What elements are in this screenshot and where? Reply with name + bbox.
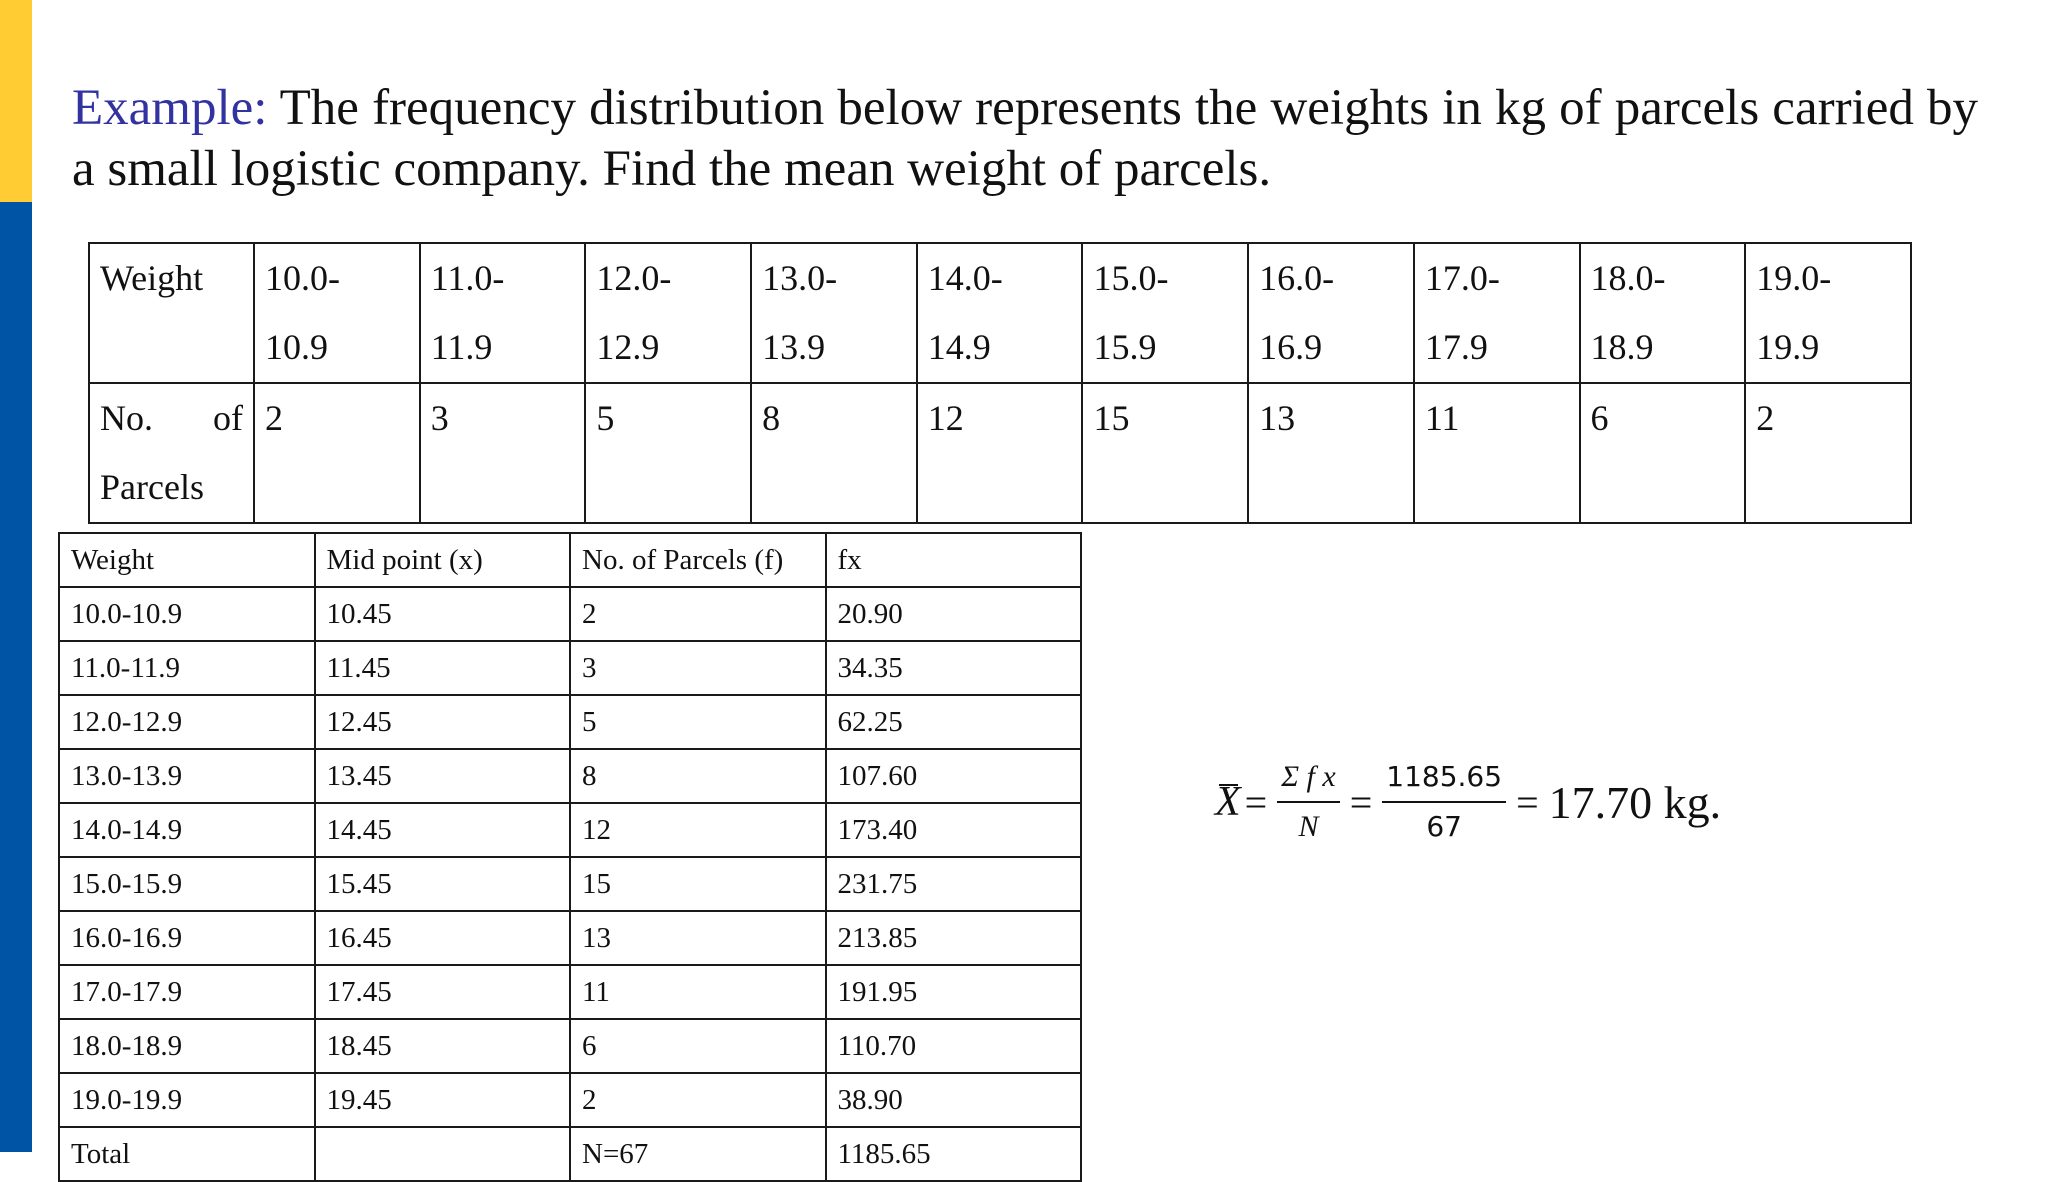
parcels-cell: 5 <box>585 383 751 523</box>
calc-cell: 13 <box>570 911 826 965</box>
parcels-cell: 15 <box>1082 383 1248 523</box>
parcels-cell: 3 <box>420 383 586 523</box>
calc-cell: 1185.65 <box>826 1127 1082 1181</box>
calc-cell: 62.25 <box>826 695 1082 749</box>
calc-row <box>59 641 1081 695</box>
calc-cell: 173.40 <box>826 803 1082 857</box>
value-fraction <box>1382 757 1506 847</box>
calc-cell: 14.45 <box>315 803 571 857</box>
weight-cell: 19.0- 19.9 <box>1745 243 1911 383</box>
mean-formula <box>1215 752 1721 852</box>
calc-cell: 16.0-16.9 <box>59 911 315 965</box>
parcels-cell: 13 <box>1248 383 1414 523</box>
calc-cell: 13.45 <box>315 749 571 803</box>
parcels-cell: 2 <box>1745 383 1911 523</box>
calc-row <box>59 803 1081 857</box>
calc-cell: 12 <box>570 803 826 857</box>
calc-cell: 15.0-15.9 <box>59 857 315 911</box>
weight-cell: 16.0- 16.9 <box>1248 243 1414 383</box>
calculation-table <box>58 532 1082 1182</box>
calc-cell: 18.45 <box>315 1019 571 1073</box>
calc-cell: 19.0-19.9 <box>59 1073 315 1127</box>
example-statement <box>72 78 1978 200</box>
weight-label: Weight <box>100 258 204 298</box>
weight-cell: 12.0- 12.9 <box>585 243 751 383</box>
calc-cell: 11.45 <box>315 641 571 695</box>
calc-cell: 34.35 <box>826 641 1082 695</box>
calc-cell: 2 <box>570 1073 826 1127</box>
calc-row <box>59 587 1081 641</box>
calc-cell: 18.0-18.9 <box>59 1019 315 1073</box>
calc-cell: N=67 <box>570 1127 826 1181</box>
calc-header-cell: Weight <box>59 533 315 587</box>
weight-cell: 15.0- 15.9 <box>1082 243 1248 383</box>
calc-header-cell: Mid point (x) <box>315 533 571 587</box>
calc-row <box>59 749 1081 803</box>
calc-cell: 11.0-11.9 <box>59 641 315 695</box>
parcels-cell: 2 <box>254 383 420 523</box>
weight-cell: 13.0- 13.9 <box>751 243 917 383</box>
calc-row <box>59 857 1081 911</box>
calc-cell: 12.45 <box>315 695 571 749</box>
calc-cell: 10.45 <box>315 587 571 641</box>
calc-header-cell: No. of Parcels (f) <box>570 533 826 587</box>
calc-cell: 2 <box>570 587 826 641</box>
parcels-row <box>89 383 1911 523</box>
calc-cell: 213.85 <box>826 911 1082 965</box>
calc-cell: 15.45 <box>315 857 571 911</box>
calc-row <box>59 695 1081 749</box>
calc-cell <box>315 1127 571 1181</box>
fraction-denominator: N <box>1298 810 1319 843</box>
calc-row <box>59 1019 1081 1073</box>
accent-bar-blue <box>0 202 32 1152</box>
weight-cell: 10.0- 10.9 <box>254 243 420 383</box>
weight-cell: 18.0- 18.9 <box>1580 243 1746 383</box>
calc-cell: 10.0-10.9 <box>59 587 315 641</box>
calc-cell: 5 <box>570 695 826 749</box>
weight-cell: 17.0- 17.9 <box>1414 243 1580 383</box>
mean-result: 17.70 kg. <box>1548 776 1722 828</box>
fraction-numerator: Σ f x <box>1277 757 1339 803</box>
weight-cell: 14.0- 14.9 <box>917 243 1083 383</box>
calc-header-row <box>59 533 1081 587</box>
calc-cell: 19.45 <box>315 1073 571 1127</box>
calc-cell: 191.95 <box>826 965 1082 1019</box>
fraction-denominator: 67 <box>1426 810 1462 843</box>
calc-cell: 107.60 <box>826 749 1082 803</box>
parcels-cell: 12 <box>917 383 1083 523</box>
fraction-numerator: 1185.65 <box>1382 757 1506 803</box>
calc-cell: 16.45 <box>315 911 571 965</box>
formula-fraction <box>1277 757 1339 847</box>
example-text: The frequency distribution below represents the weights in kg of parcels carried by a small logistic company. Find the mean weight of parcels. <box>72 80 1978 197</box>
calc-total-row <box>59 1127 1081 1181</box>
calc-row <box>59 965 1081 1019</box>
frequency-distribution-table <box>88 242 1912 524</box>
parcels-row-header: No. of Parcels <box>89 383 254 523</box>
calc-cell: 231.75 <box>826 857 1082 911</box>
calc-cell: 15 <box>570 857 826 911</box>
calc-cell: 17.0-17.9 <box>59 965 315 1019</box>
parcels-cell: 8 <box>751 383 917 523</box>
parcels-cell: 11 <box>1414 383 1580 523</box>
calc-cell: 20.90 <box>826 587 1082 641</box>
weight-cell: 11.0- 11.9 <box>420 243 586 383</box>
calc-cell: 110.70 <box>826 1019 1082 1073</box>
calc-cell: Total <box>59 1127 315 1181</box>
calc-cell: 13.0-13.9 <box>59 749 315 803</box>
calc-cell: 3 <box>570 641 826 695</box>
weight-row-header <box>89 243 254 383</box>
calc-cell: 8 <box>570 749 826 803</box>
weight-row <box>89 243 1911 383</box>
equals-sign: = <box>1516 779 1539 825</box>
accent-bar-yellow <box>0 0 32 202</box>
calc-cell: 14.0-14.9 <box>59 803 315 857</box>
equals-sign: = <box>1244 779 1268 825</box>
calc-cell: 12.0-12.9 <box>59 695 315 749</box>
calc-cell: 38.90 <box>826 1073 1082 1127</box>
calc-cell: 11 <box>570 965 826 1019</box>
example-label: Example: <box>72 80 268 136</box>
parcels-cell: 6 <box>1580 383 1746 523</box>
equals-sign: = <box>1349 779 1373 825</box>
calc-row <box>59 1073 1081 1127</box>
calc-cell: 6 <box>570 1019 826 1073</box>
calc-row <box>59 911 1081 965</box>
calc-header-cell: fx <box>826 533 1082 587</box>
x-bar-symbol: X <box>1215 779 1241 825</box>
calc-cell: 17.45 <box>315 965 571 1019</box>
